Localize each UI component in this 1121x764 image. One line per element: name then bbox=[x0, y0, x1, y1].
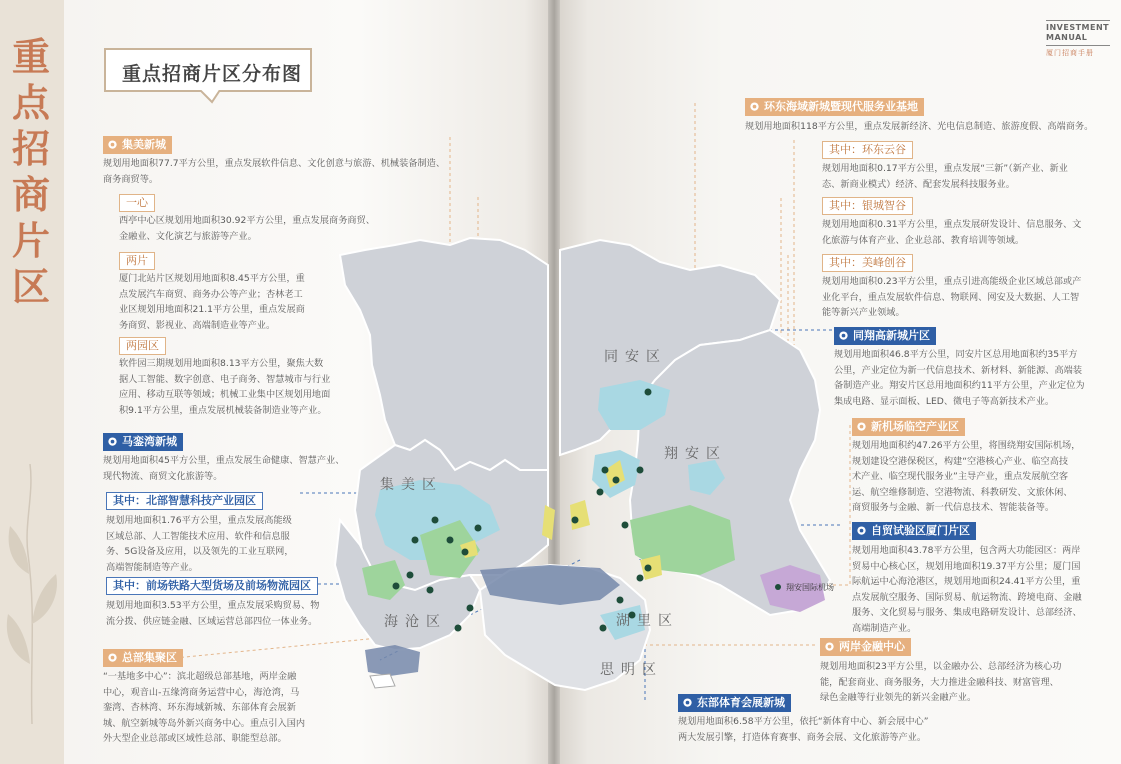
logo-line2: MANUAL bbox=[1046, 33, 1088, 42]
maluan-desc: 规划用地面积45平方公里，重点发展生命健康、智慧产业、 现代物流、商贸文化旅游等。 bbox=[103, 455, 345, 482]
liangyuanqu-desc: 软件园三期规划用地面积8.13平方公里，聚焦大数 据人工智能、数字创意、电子商务、智慧城市与行业 应用、移动互联等领域；机械工业集中区规划用地面 积9.1平方公里，重点发展机械装备制造业等产业。 bbox=[119, 358, 331, 416]
huandong-desc: 规划用地面积118平方公里，重点发展新经济、光电信息制造、旅游度假、高端商务。 bbox=[745, 121, 1094, 132]
rail-hub-desc: 规划用地面积3.53平方公里，重点发展采购贸易、物 流分拨、供应链金融、区域运营总部四位一体业务。 bbox=[106, 600, 320, 627]
airport-zone-desc: 规划用地面积约47.26平方公里，将围绕翔安国际机场， 规划建设空港保税区，构建“空港核心产业、临空高技 术产业、临空现代服务业”主导产业，重点发展航空客 运、航空维修制造、空港物流、科教研发、文旅休闲、 商贸服务与金融、新一代信息技术、智能装备等。 bbox=[852, 440, 1081, 513]
tag-hq-cluster: 总部集聚区 bbox=[103, 649, 183, 667]
tag-liangpian: 两片 bbox=[119, 252, 155, 270]
label-huli: 湖里区 bbox=[616, 613, 679, 629]
liangpian-desc: 厦门北站片区规划用地面积8.45平方公里，重 点发展汽车商贸、商务办公等产业；杏林老工 业区规划用地面积21.1平方公里，重点发展商 务商贸、影视业、高端制造业等产业。 bbox=[119, 273, 305, 331]
finance-desc: 规划用地面积23平方公里，以金融办公、总部经济为核心功 能，配套商业、商务服务，大力推进金融科技、财富管理、 绿色金融等行业领先的新兴金融产业。 bbox=[820, 661, 1062, 703]
tag-yungu: 其中：环东云谷 bbox=[822, 141, 913, 159]
location-pin-icon bbox=[107, 437, 118, 448]
location-pin-icon bbox=[682, 698, 693, 709]
tag-jimei-new-city: 集美新城 bbox=[103, 136, 172, 154]
tag-huandong: 环东海域新城暨现代服务业基地 bbox=[745, 98, 924, 116]
location-pin-icon bbox=[749, 102, 760, 113]
sports-desc: 规划用地面积6.58平方公里，依托“新体育中心、新会展中心” 两大发展引擎，打造体育赛事、商务会展、文化旅游等产业。 bbox=[678, 716, 929, 743]
label-tongan: 同安区 bbox=[604, 349, 667, 365]
tag-maluan: 马銮湾新城 bbox=[103, 433, 183, 451]
tag-ftz: 自贸试验区厦门片区 bbox=[852, 522, 976, 540]
meifeng-desc: 规划用地面积0.23平方公里，重点引进高能级企业区域总部或产 业化平台，重点发展软件信息、物联网、网安及大数据、人工智 能等新兴产业领域。 bbox=[822, 276, 1082, 318]
logo-line3: 厦门招商手册 bbox=[1046, 49, 1094, 57]
tag-yincheng: 其中：银城智谷 bbox=[822, 197, 913, 215]
jimei-new-city-desc: 规划用地面积77.7平方公里，重点发展软件信息、文化创意与旅游、机械装备制造、 商务商贸等。 bbox=[103, 158, 446, 185]
label-xiangan: 翔安区 bbox=[664, 446, 727, 462]
location-pin-icon bbox=[856, 422, 867, 433]
label-siming: 思明区 bbox=[600, 662, 663, 678]
location-pin-icon bbox=[838, 331, 849, 342]
tongxiang-desc: 规划用地面积46.8平方公里，同安片区总用地面积约35平方 公里，产业定位为新一代信息技术、新材料、新能源、高端装 备制造产业。翔安片区总用地面积约11平方公里，产业定位为 集成电路、显示面板、LED、微电子等高新技术产业。 bbox=[834, 349, 1085, 407]
page-title: 重点招商片区分布图 bbox=[122, 63, 303, 85]
yincheng-desc: 规划用地面积0.31平方公里，重点发展研发设计、信息服务、文 化旅游与体育产业、企业总部、教育培训等领域。 bbox=[822, 219, 1082, 246]
location-pin-icon bbox=[856, 526, 867, 537]
tag-finance: 两岸金融中心 bbox=[820, 638, 911, 656]
tag-airport-zone: 新机场临空产业区 bbox=[852, 418, 965, 436]
yixin-desc: 西亭中心区规划用地面积30.92平方公里，重点发展商务商贸、 金融业、文化演艺与旅游等产业。 bbox=[119, 215, 375, 242]
location-pin-icon bbox=[824, 642, 835, 653]
location-pin-icon bbox=[107, 140, 118, 151]
tag-meifeng: 其中：美峰创谷 bbox=[822, 254, 913, 272]
ftz-desc: 规划用地面积43.78平方公里，包含两大功能园区：两岸 贸易中心核心区，规划用地面积19.37平方公里；厦门国 际航运中心海沧港区，规划用地面积24.41平方公里，重 点发展航空服务、国际贸易、航运物流、跨境电商、金融 服务、文化贸易与服务、集成电路研发设计、总部经济、 高端制造产业。 bbox=[852, 545, 1082, 634]
tag-north-park: 其中：北部智慧科技产业园区 bbox=[106, 492, 263, 510]
label-airport: 翔安国际机场 bbox=[786, 583, 834, 592]
tag-sports: 东部体育会展新城 bbox=[678, 694, 791, 712]
yungu-desc: 规划用地面积0.17平方公里，重点发展“三新”（新产业、新业 态、新商业模式）经济、配套发展科技服务业。 bbox=[822, 163, 1068, 190]
north-park-desc: 规划用地面积1.76平方公里，重点发展高能级 区域总部、人工智能技术应用、软件和信息服 务、5G设备及应用，以及领先的工业互联网， 高端智能制造等产业。 bbox=[106, 515, 294, 573]
location-pin-icon bbox=[107, 653, 118, 664]
logo-line1: INVESTMENT bbox=[1046, 23, 1110, 32]
label-haicang: 海沧区 bbox=[384, 614, 447, 630]
vertical-title: 重点招商片区 bbox=[11, 34, 52, 309]
tag-yixin: 一心 bbox=[119, 194, 155, 212]
tag-tongxiang: 同翔高新城片区 bbox=[834, 327, 936, 345]
tag-liangyuanqu: 两园区 bbox=[119, 337, 166, 355]
tag-rail-hub: 其中：前场铁路大型货场及前场物流园区 bbox=[106, 577, 318, 595]
islet bbox=[370, 674, 395, 688]
label-jimei: 集美区 bbox=[380, 477, 443, 493]
hq-cluster-desc: “一基地多中心”：滨北超级总部基地，两岸金融 中心，观音山-五缘湾商务运营中心，海沧湾，马 銮湾、杏林湾、环东海域新城、东部体育会展新 城、航空新城等岛外新兴商务中心。重点引入国内 外大型企业总部或区域性总部、职能型总部。 bbox=[103, 671, 306, 744]
